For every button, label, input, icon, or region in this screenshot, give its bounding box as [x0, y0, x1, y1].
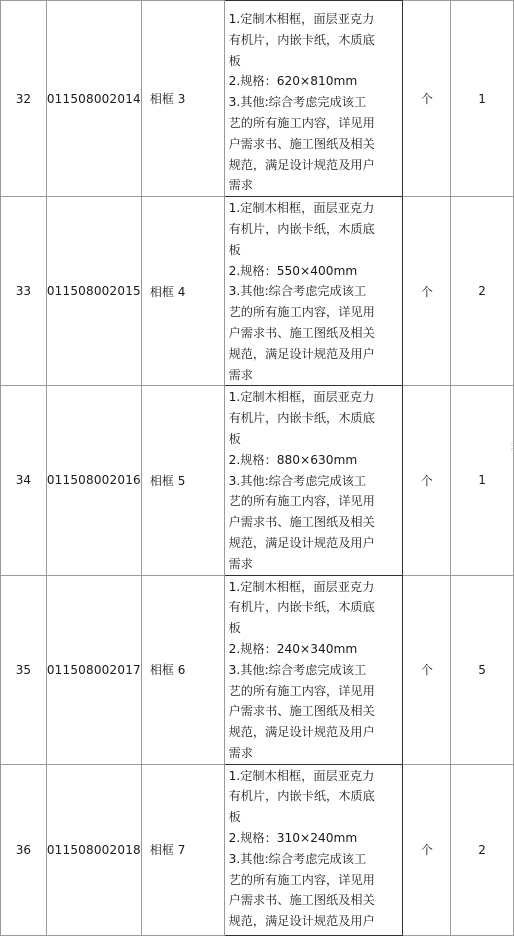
description-line: 2.规格：310×240mm: [228, 831, 358, 846]
description-line: 1.定制木相框，面层亚克力: [228, 201, 375, 216]
item-description: [224, 386, 403, 575]
item-unit: 个: [403, 197, 451, 386]
item-number: 33: [1, 197, 47, 386]
item-unit: 个: [403, 575, 451, 764]
description-line: 1.定制木相框，面层亚克力: [228, 12, 375, 26]
description-line: 户需求书、施工图纸及相关: [228, 325, 375, 340]
description-line: 板: [228, 810, 241, 825]
description-line: 艺的所有施工内容，详见用: [228, 115, 375, 130]
description-line: 2.规格：620×810mm: [228, 74, 358, 89]
item-code: 011508002014: [46, 1, 141, 197]
description-line: 户需求书、施工图纸及相关: [228, 515, 375, 530]
item-description: [224, 764, 403, 935]
description-line: 有机片，内嵌卡纸，木质底: [228, 221, 375, 236]
item-code: 011508002018: [46, 764, 141, 935]
item-number: 35: [1, 575, 47, 764]
description-line: 艺的所有施工内容，详见用: [228, 494, 375, 509]
item-quantity: 2: [451, 197, 514, 386]
description-line: 规范，满足设计规范及用户: [228, 535, 375, 550]
table-row: [1, 386, 514, 575]
description-line: 1.定制木相框，面层亚克力: [228, 390, 375, 405]
description-line: 板: [228, 431, 241, 446]
description-line: 需求: [228, 745, 253, 760]
description-line: 户需求书、施工图纸及相关: [228, 893, 375, 908]
item-name: 相框 3: [141, 1, 224, 197]
description-line: 3.其他:综合考虑完成该工: [228, 851, 367, 866]
item-number: 34: [1, 386, 47, 575]
item-unit: 个: [403, 1, 451, 197]
item-code: 011508002016: [46, 386, 141, 575]
item-quantity: 2: [451, 764, 514, 935]
table-row: [1, 575, 514, 764]
description-line: 有机片，内嵌卡纸，木质底: [228, 789, 375, 804]
description-line: 有机片，内嵌卡纸，木质底: [228, 600, 375, 615]
table-body: [1, 1, 514, 936]
description-lines: [229, 387, 401, 574]
description-line: 规范，满足设计规范及用户: [228, 725, 375, 740]
item-code: 011508002017: [46, 575, 141, 764]
description-lines: [229, 766, 401, 935]
item-description: [224, 197, 403, 386]
description-line: 规范，满足设计规范及用户: [228, 914, 375, 929]
description-line: 3.其他:综合考虑完成该工: [228, 284, 367, 299]
description-line: 板: [228, 53, 241, 68]
description-line: 3.其他:综合考虑完成该工: [228, 662, 367, 677]
description-line: 有机片，内嵌卡纸，木质底: [228, 32, 375, 47]
table-row: [1, 1, 514, 197]
item-quantity: 1: [451, 1, 514, 197]
description-line: 需求: [228, 556, 253, 571]
description-line: 艺的所有施工内容，详见用: [228, 305, 375, 320]
item-description: [224, 1, 403, 197]
description-lines: [229, 198, 401, 385]
description-line: 1.定制木相框，面层亚克力: [228, 579, 375, 594]
description-line: 2.规格：240×340mm: [228, 641, 358, 656]
item-description: [224, 575, 403, 764]
description-line: 板: [228, 242, 241, 257]
table-row: [1, 197, 514, 386]
description-line: 艺的所有施工内容，详见用: [228, 683, 375, 698]
description-line: 需求: [228, 178, 253, 193]
description-line: 板: [228, 621, 241, 636]
description-line: 3.其他:综合考虑完成该工: [228, 473, 367, 488]
item-number: 32: [1, 1, 47, 197]
description-lines: [229, 9, 401, 196]
description-line: 规范，满足设计规范及用户: [228, 157, 375, 172]
description-line: 2.规格：880×630mm: [228, 452, 358, 467]
description-line: 艺的所有施工内容，详见用: [228, 872, 375, 887]
description-line: 需求: [228, 367, 253, 382]
description-lines: [229, 577, 401, 764]
table-row: [1, 764, 514, 935]
item-name: 相框 5: [141, 386, 224, 575]
item-code: 011508002015: [46, 197, 141, 386]
item-unit: 个: [403, 386, 451, 575]
item-quantity: 1: [451, 386, 514, 575]
item-number: 36: [1, 764, 47, 935]
item-unit: 个: [403, 764, 451, 935]
description-line: 1.定制木相框，面层亚克力: [228, 768, 375, 783]
description-line: 户需求书、施工图纸及相关: [228, 704, 375, 719]
description-line: 2.规格：550×400mm: [228, 263, 358, 278]
description-line: 有机片，内嵌卡纸，木质底: [228, 411, 375, 426]
item-name: 相框 7: [141, 764, 224, 935]
item-quantity: 5: [451, 575, 514, 764]
item-name: 相框 6: [141, 575, 224, 764]
item-name: 相框 4: [141, 197, 224, 386]
description-line: 户需求书、施工图纸及相关: [228, 136, 375, 151]
description-line: 3.其他:综合考虑完成该工: [228, 95, 367, 110]
description-line: 规范，满足设计规范及用户: [228, 346, 375, 361]
